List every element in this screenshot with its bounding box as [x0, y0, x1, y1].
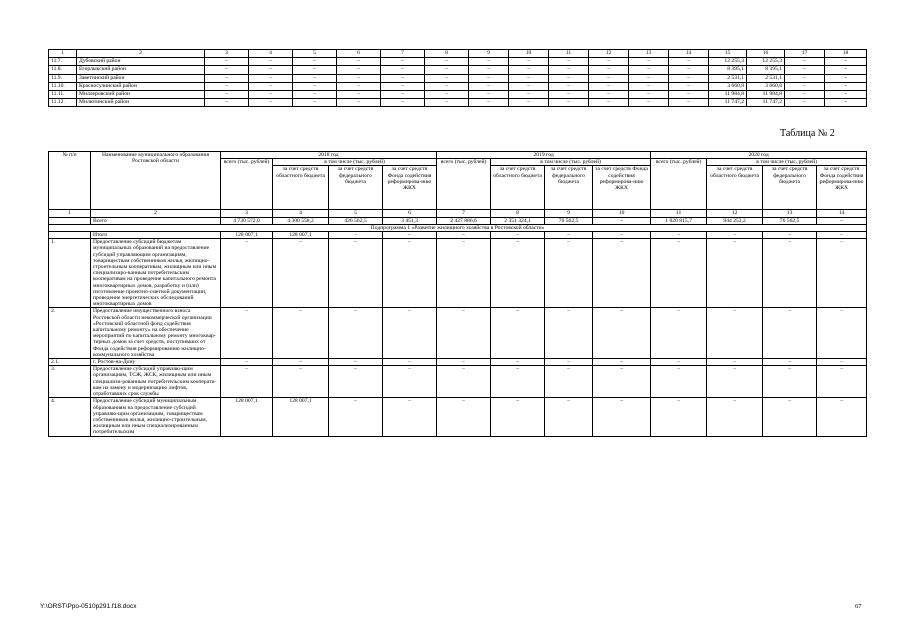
dash-cell: – — [469, 66, 509, 74]
dash-cell: – — [205, 74, 249, 82]
top-col-number: 6 — [337, 50, 381, 58]
value-cell: – — [817, 398, 867, 436]
value-cell: – — [593, 217, 651, 224]
value-cell: 76 562,5 — [763, 217, 817, 224]
dash-cell: – — [549, 90, 589, 98]
value-cell: – — [383, 366, 437, 398]
dash-cell: – — [425, 66, 469, 74]
value-cell: – — [221, 239, 273, 308]
footer-page-number: 67 — [855, 603, 862, 610]
dash-cell: – — [589, 99, 629, 107]
dash-cell: – — [785, 82, 825, 90]
value-cell: 4 300 558,2 — [273, 217, 329, 224]
value-cell: – — [491, 239, 545, 308]
dash-cell: – — [205, 90, 249, 98]
table-row — [49, 82, 867, 90]
dash-cell: – — [205, 66, 249, 74]
header-name: Наименование муниципального образования Ростовской области — [91, 152, 221, 210]
header-row-years — [49, 152, 867, 159]
dash-cell: – — [785, 99, 825, 107]
district-name: Заветинский район — [77, 74, 205, 82]
value-cell: – — [593, 398, 651, 436]
value-cell: 76 562,5 — [545, 217, 593, 224]
table-row — [49, 99, 867, 107]
dash-cell: – — [509, 90, 549, 98]
top-col-number: 1 — [49, 50, 77, 58]
value-cell: – — [545, 308, 593, 359]
column-number: 11 — [651, 210, 707, 217]
value-cell: – — [593, 308, 651, 359]
dash-cell: – — [589, 74, 629, 82]
value-cell: – — [817, 308, 867, 359]
row-number: 2.1. — [49, 359, 91, 366]
dash-cell: – — [337, 66, 381, 74]
dash-cell: – — [589, 66, 629, 74]
column-number: 4 — [273, 210, 329, 217]
dash-cell: – — [669, 74, 709, 82]
dash-cell: – — [669, 99, 709, 107]
top-col-number: 13 — [629, 50, 669, 58]
row-label: Предоставление субсидий управляю-щим организациям, ТСЖ, ЖСК, жилищным или иным специализи-рованным потребительским кооперати-вам на замену и модернизацию лифтов, отработавших срок службы — [91, 366, 221, 398]
dash-cell: – — [549, 74, 589, 82]
dash-cell: – — [549, 82, 589, 90]
value-cell: 11 984,8 — [709, 90, 747, 98]
footer-file-path: Y:\ORST\Ppo-0510p291.f18.docx — [40, 603, 137, 610]
value-cell: – — [221, 359, 273, 366]
subprogram-row — [49, 224, 867, 231]
table-row — [49, 308, 867, 359]
dash-cell: – — [825, 58, 867, 66]
value-cell: 128 007,1 — [221, 232, 273, 239]
value-cell: – — [491, 308, 545, 359]
dash-cell: – — [509, 82, 549, 90]
column-numbers-row — [49, 210, 867, 217]
header-fund-2020: за счет средств Фонда содействия реформирова-нию ЖКХ — [817, 166, 867, 210]
top-col-number: 4 — [249, 50, 293, 58]
column-number: 10 — [593, 210, 651, 217]
table-2-title: Таблица № 2 — [780, 128, 835, 139]
dash-cell: – — [425, 82, 469, 90]
dash-cell: – — [337, 90, 381, 98]
top-col-number: 17 — [785, 50, 825, 58]
header-num: № п/п — [49, 152, 91, 210]
dash-cell: – — [337, 74, 381, 82]
value-cell: – — [763, 232, 817, 239]
dash-cell: – — [825, 66, 867, 74]
dash-cell: – — [293, 82, 337, 90]
row-label: г. Ростов-на-Дону — [91, 359, 221, 366]
dash-cell: – — [469, 74, 509, 82]
dash-cell: – — [669, 82, 709, 90]
dash-cell: – — [825, 82, 867, 90]
row-number: 2. — [49, 308, 91, 359]
header-oblast-2019: за счет средств областного бюджета — [491, 166, 545, 210]
column-number: 1 — [49, 210, 91, 217]
row-label: Предоставление субсидий муниципальным образованиям на предоставление субсидий управляю-щим организациям, товариществам собственников жилья, жилищно-строительным, жилищным или иным специализированным потребительским — [91, 398, 221, 436]
value-cell: – — [763, 366, 817, 398]
dash-cell: – — [629, 90, 669, 98]
value-cell: – — [593, 232, 651, 239]
row-number: 1. — [49, 239, 91, 308]
value-cell: – — [651, 308, 707, 359]
value-cell: – — [545, 359, 593, 366]
column-number: 9 — [545, 210, 593, 217]
header-year-2018: 2018 год — [221, 152, 437, 159]
value-cell: – — [817, 217, 867, 224]
dash-cell: – — [293, 99, 337, 107]
column-number: 12 — [707, 210, 763, 217]
value-cell: – — [545, 398, 593, 436]
dash-cell: – — [425, 58, 469, 66]
dash-cell: – — [249, 90, 293, 98]
value-cell: – — [329, 398, 383, 436]
value-cell: 12 255,3 — [747, 58, 785, 66]
value-cell: 128 007,1 — [273, 398, 329, 436]
table-row — [49, 58, 867, 66]
column-number: 2 — [91, 210, 221, 217]
value-cell: 3 660,8 — [709, 82, 747, 90]
value-cell: – — [593, 359, 651, 366]
dash-cell: – — [381, 82, 425, 90]
top-col-number: 11 — [549, 50, 589, 58]
value-cell: – — [491, 366, 545, 398]
district-name: Егорлыкский район — [77, 66, 205, 74]
top-col-number: 15 — [709, 50, 747, 58]
value-cell: – — [651, 398, 707, 436]
vsego-row — [49, 217, 867, 224]
row-number: 11.8. — [49, 66, 77, 74]
table-row — [49, 366, 867, 398]
dash-cell: – — [549, 99, 589, 107]
value-cell: 1 020 815,7 — [651, 217, 707, 224]
value-cell: – — [763, 398, 817, 436]
dash-cell: – — [469, 82, 509, 90]
value-cell: – — [273, 366, 329, 398]
table-row — [49, 66, 867, 74]
header-oblast-2018: за счет средств областного бюджета — [273, 166, 329, 210]
dash-cell: – — [205, 82, 249, 90]
dash-cell: – — [425, 74, 469, 82]
dash-cell: – — [629, 82, 669, 90]
column-number: 5 — [329, 210, 383, 217]
header-federal-2020: за счет средств федерального бюджета — [763, 166, 817, 210]
row-label: Предоставление имущественного взноса Ростовской области некоммерческой организации «Ростовский областной фонд содействия капитальному ремонту» на обеспечение мероприятий по капитальному ремонту многоквар-тирных домов за счет средств, поступивших от Фонда содействия реформированию жилищно-коммунального хозяйства — [91, 308, 221, 359]
value-cell: – — [437, 232, 491, 239]
header-total-2019: всего (тыс. рублей) — [437, 159, 491, 210]
dash-cell: – — [249, 99, 293, 107]
value-cell: 11 984,8 — [747, 90, 785, 98]
dash-cell: – — [469, 99, 509, 107]
value-cell: 11 747,2 — [747, 99, 785, 107]
table-row — [49, 398, 867, 436]
row-number: 4. — [49, 398, 91, 436]
header-federal-2018: за счет средств федерального бюджета — [329, 166, 383, 210]
value-cell: – — [437, 308, 491, 359]
dash-cell: – — [249, 58, 293, 66]
value-cell: – — [817, 359, 867, 366]
header-total-2020: всего (тыс. рублей) — [651, 159, 707, 210]
value-cell: 2 531,1 — [747, 74, 785, 82]
dash-cell: – — [381, 66, 425, 74]
value-cell: – — [593, 366, 651, 398]
value-cell: – — [707, 359, 763, 366]
dash-cell: – — [509, 66, 549, 74]
dash-cell: – — [589, 90, 629, 98]
top-col-number: 8 — [425, 50, 469, 58]
dash-cell: – — [249, 82, 293, 90]
value-cell: 4 730 572,0 — [221, 217, 273, 224]
top-continuation-table — [48, 49, 867, 107]
value-cell: 128 007,1 — [273, 232, 329, 239]
value-cell: – — [707, 239, 763, 308]
row-label: Предоставление субсидий бюджетам муниципальных образований на предоставление субсидий управляющим организациям, товариществам собственников жилья, жилищно-строительным кооперативам, жилищным или иным специализиро-ванным потребительским кооперативам на проведение капитального ремонта многоквартирных домов, разработку и (или) изготовление проектно-сметной документации, проведение энергетических обследований многоквартирных домов — [91, 239, 221, 308]
dash-cell: – — [249, 74, 293, 82]
dash-cell: – — [381, 99, 425, 107]
column-number: 8 — [491, 210, 545, 217]
value-cell: – — [383, 398, 437, 436]
top-col-number: 2 — [77, 50, 205, 58]
value-cell: – — [383, 232, 437, 239]
dash-cell: – — [293, 74, 337, 82]
value-cell: – — [651, 239, 707, 308]
dash-cell: – — [785, 74, 825, 82]
value-cell: – — [707, 366, 763, 398]
dash-cell: – — [629, 58, 669, 66]
dash-cell: – — [425, 99, 469, 107]
dash-cell: – — [549, 66, 589, 74]
dash-cell: – — [337, 58, 381, 66]
dash-cell: – — [785, 58, 825, 66]
dash-cell: – — [825, 99, 867, 107]
value-cell: – — [273, 359, 329, 366]
dash-cell: – — [825, 74, 867, 82]
dash-cell: – — [469, 58, 509, 66]
value-cell: – — [817, 366, 867, 398]
itogo-row — [49, 232, 867, 239]
value-cell: – — [545, 366, 593, 398]
value-cell: 11 747,2 — [709, 99, 747, 107]
value-cell: – — [273, 308, 329, 359]
value-cell: 12 255,3 — [709, 58, 747, 66]
top-col-number: 12 — [589, 50, 629, 58]
district-name: Дубовский район — [77, 58, 205, 66]
dash-cell: – — [669, 66, 709, 74]
column-number: 3 — [221, 210, 273, 217]
value-cell: – — [383, 308, 437, 359]
row-label: Всего — [91, 217, 221, 224]
row-number: 11.9. — [49, 74, 77, 82]
dash-cell: – — [629, 66, 669, 74]
main-table — [48, 151, 867, 437]
dash-cell: – — [589, 58, 629, 66]
value-cell: – — [221, 308, 273, 359]
table-row — [49, 90, 867, 98]
top-col-number: 3 — [205, 50, 249, 58]
column-number: 14 — [817, 210, 867, 217]
value-cell: – — [329, 308, 383, 359]
row-number — [49, 217, 91, 224]
dash-cell: – — [509, 74, 549, 82]
header-year-2019: 2019 год — [437, 152, 651, 159]
value-cell: – — [491, 398, 545, 436]
row-number: 11.10. — [49, 82, 77, 90]
column-number: 13 — [763, 210, 817, 217]
dash-cell: – — [249, 66, 293, 74]
district-name: Милютинский район — [77, 99, 205, 107]
dash-cell: – — [629, 99, 669, 107]
dash-cell: – — [669, 90, 709, 98]
dash-cell: – — [469, 90, 509, 98]
header-oblast-2020: за счет средств областного бюджета — [707, 166, 763, 210]
dash-cell: – — [549, 58, 589, 66]
value-cell: – — [437, 366, 491, 398]
subprogram-title: Подпрограмма 1 «Развитие жилищного хозяйства в Ростовской области» — [49, 224, 867, 231]
top-col-number: 10 — [509, 50, 549, 58]
value-cell: – — [707, 308, 763, 359]
value-cell: – — [763, 359, 817, 366]
value-cell: – — [221, 366, 273, 398]
dash-cell: – — [381, 58, 425, 66]
dash-cell: – — [589, 82, 629, 90]
dash-cell: – — [425, 90, 469, 98]
value-cell: – — [545, 239, 593, 308]
value-cell: – — [593, 239, 651, 308]
dash-cell: – — [785, 90, 825, 98]
value-cell: – — [763, 308, 817, 359]
value-cell: – — [329, 232, 383, 239]
value-cell: – — [273, 239, 329, 308]
dash-cell: – — [337, 99, 381, 107]
value-cell: – — [437, 239, 491, 308]
dash-cell: – — [205, 99, 249, 107]
header-incl-2019: в том числе (тыс. рублей) — [491, 159, 651, 166]
value-cell: – — [763, 239, 817, 308]
top-col-number: 9 — [469, 50, 509, 58]
value-cell: 426 562,5 — [329, 217, 383, 224]
value-cell: – — [329, 359, 383, 366]
dash-cell: – — [337, 82, 381, 90]
row-number: 3. — [49, 366, 91, 398]
value-cell: 8 395,1 — [747, 66, 785, 74]
value-cell: – — [329, 366, 383, 398]
dash-cell: – — [381, 90, 425, 98]
top-col-number: 7 — [381, 50, 425, 58]
value-cell: – — [817, 232, 867, 239]
dash-cell: – — [785, 66, 825, 74]
top-col-number: 18 — [825, 50, 867, 58]
value-cell: – — [651, 366, 707, 398]
top-col-number: 5 — [293, 50, 337, 58]
dash-cell: – — [293, 90, 337, 98]
value-cell: 2 531,1 — [709, 74, 747, 82]
value-cell: 944 253,2 — [707, 217, 763, 224]
row-label: Итого — [91, 232, 221, 239]
row-number: 11.12. — [49, 99, 77, 107]
value-cell: – — [437, 398, 491, 436]
header-fund-2019: за счет средств Фонда содействия реформирова-нию ЖКХ — [593, 166, 651, 210]
dash-cell: – — [825, 90, 867, 98]
value-cell: – — [491, 232, 545, 239]
value-cell: – — [329, 239, 383, 308]
table-row — [49, 74, 867, 82]
value-cell: – — [545, 232, 593, 239]
dash-cell: – — [509, 58, 549, 66]
value-cell: 3 660,8 — [747, 82, 785, 90]
value-cell: – — [651, 359, 707, 366]
value-cell: – — [817, 239, 867, 308]
value-cell: 8 395,1 — [709, 66, 747, 74]
dash-cell: – — [293, 66, 337, 74]
top-table-header-row — [49, 50, 867, 58]
value-cell: – — [651, 232, 707, 239]
row-number: 11.11. — [49, 90, 77, 98]
value-cell: 2 427 886,6 — [437, 217, 491, 224]
header-year-2020: 2020 год — [651, 152, 867, 159]
district-name: Красносулинский район — [77, 82, 205, 90]
header-federal-2019: за счет средств федерального бюджета — [545, 166, 593, 210]
header-fund-2018: за счет средств Фонда содействия реформирова-нию ЖКХ — [383, 166, 437, 210]
value-cell: 128 007,1 — [221, 398, 273, 436]
dash-cell: – — [381, 74, 425, 82]
value-cell: 2 351 324,1 — [491, 217, 545, 224]
dash-cell: – — [293, 58, 337, 66]
top-col-number: 14 — [669, 50, 709, 58]
dash-cell: – — [205, 58, 249, 66]
header-incl-2020: в том числе (тыс. рублей) — [707, 159, 867, 166]
table-row — [49, 239, 867, 308]
column-number: 7 — [437, 210, 491, 217]
row-number — [49, 232, 91, 239]
value-cell: – — [437, 359, 491, 366]
value-cell: – — [491, 359, 545, 366]
value-cell: – — [383, 359, 437, 366]
dash-cell: – — [669, 58, 709, 66]
value-cell: – — [383, 239, 437, 308]
top-col-number: 16 — [747, 50, 785, 58]
row-number: 11.7. — [49, 58, 77, 66]
dash-cell: – — [629, 74, 669, 82]
header-incl-2018: в том числе (тыс. рублей) — [273, 159, 437, 166]
dash-cell: – — [509, 99, 549, 107]
header-total-2018: всего (тыс. рублей) — [221, 159, 273, 210]
value-cell: – — [707, 398, 763, 436]
column-number: 6 — [383, 210, 437, 217]
value-cell: 3 451,3 — [383, 217, 437, 224]
table-row — [49, 359, 867, 366]
district-name: Миллеровский район — [77, 90, 205, 98]
value-cell: – — [707, 232, 763, 239]
